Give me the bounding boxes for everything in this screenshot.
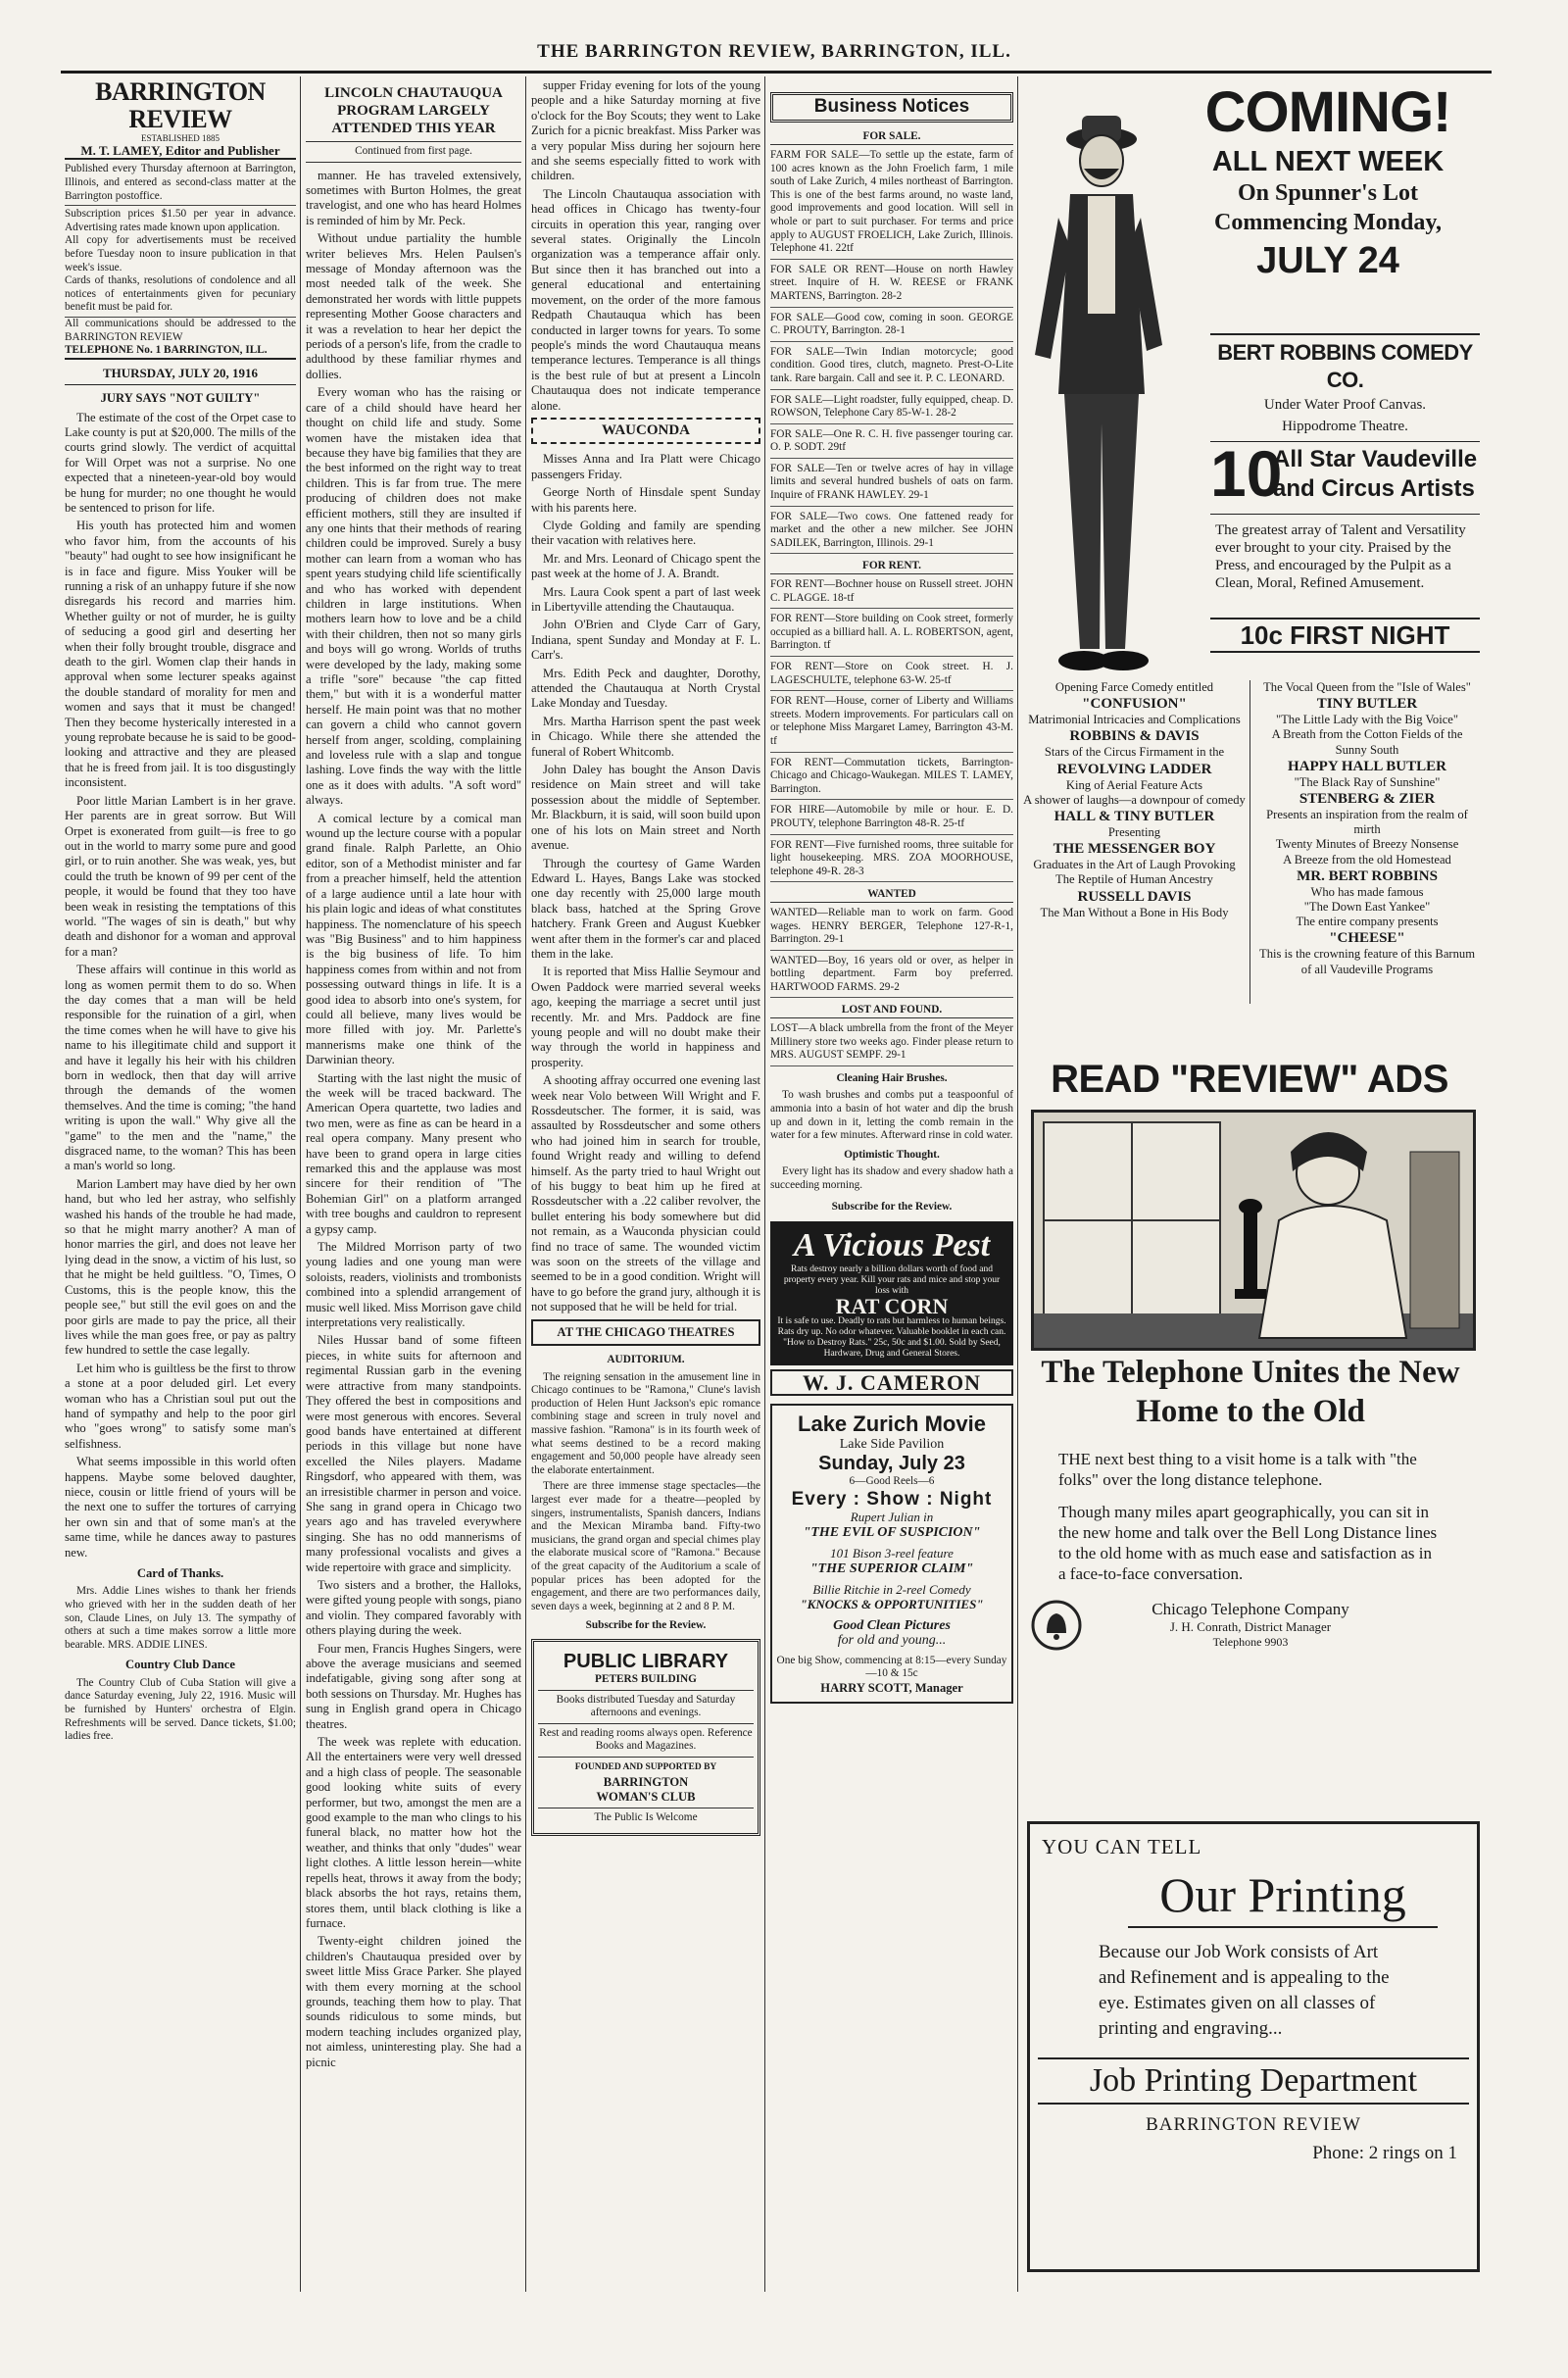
telephone-number: Telephone 9903 [1212, 1635, 1289, 1649]
news-item: A shooting affray occurred one evening last week near Volo between Will Wright and F. Rossdeutscher. The former, it is said, was assaulted by Rossdeutscher and some others who had joined him in search for trouble, found Wright ready and willing to defend himself. As the party tried to haul Wright out of his buggy to beat him up he fired at Rossdeutscher with a .22 caliber revolver, the bullet entering his body somewhere but did not remain, as a Wauconda physician could find no trace of same. The wounded victim was soon on the streets of the village and seemed to be in a good condition. Wright will have to go before the grand jury, although it is not supposed that he will be held for trial. [531, 1073, 760, 1314]
movie-date: Sunday, July 23 [818, 1453, 965, 1475]
cleaning-text: To wash brushes and combs put a teaspoonful of ammonia into a basin of hot water and dip the brush up and down in it, letting the comb remain in the water for a few minutes. Afterward rinse in cold water. [770, 1089, 1013, 1142]
column-rule [300, 76, 301, 2292]
for-rent-entry: FOR RENT—Bochner house on Russell street. JOHN C. PLAGGE. 18-tf [770, 578, 1013, 609]
editor-line: M. T. LAMEY, Editor and Publisher [65, 143, 296, 160]
act-line: THE MESSENGER BOY [1053, 841, 1216, 858]
act-line: King of Aerial Feature Acts [1065, 777, 1203, 792]
theatres-header [531, 1319, 760, 1346]
pest-text: Rats destroy nearly a billion dollars worth of food and property every year. Kill your rats and mice and stop your loss with [783, 1264, 1001, 1297]
article-paragraph: Niles Hussar band of some fifteen pieces, in white suits for afternoon and regimental Russian garb in the evening were attractive from many standpoints. They offered the best in compositions and were most generous with encores. Several good bands have entertained at different periods in this village but none have excelled the Niles players. Madame Ringsdorf, who appeared with them, was an irresistible charmer in person and voice. She sang in grand opera in Chicago two years ago and has traveled everywhere singing. She has no odd mannerisms of many professional vocalists and gives a wide repertoire with grace and simplicity. [306, 1333, 521, 1574]
for-sale-entry: FOR SALE—Two cows. One fattened ready for market and the other a new milcher. See JOHN SADILEK, Barrington, Illinois. 29-1 [770, 511, 1013, 555]
column-rule [1017, 76, 1018, 2292]
movie-place: Lake Side Pavilion [839, 1437, 945, 1452]
movie-showtime: One big Show, commencing at 8:15—every Sunday—10 & 15c [776, 1654, 1007, 1680]
column-4 [770, 78, 1013, 2304]
acts-left-column [1019, 680, 1250, 1004]
library-town: BARRINGTON [603, 1774, 689, 1789]
thanks-headline: Card of Thanks. [136, 1566, 224, 1580]
jury-paragraph: His youth has protected him and women who favor him, from the accounts of his "beauty" had ought to see how insignificant he is in face and figure. Miss Youker will be running a risk of an unhappy future if she now disregards his record and marries him. Whether guilty or not of murder, he is guilty of seducing a good girl and deserting her when their folly brought trouble, disgrace and death to the girl. Women clap their hands in approval when some lecturer speaks against the double standard of morality for men and women and says that it must be changed! Then they become hysterically interested in a young reprobate because he is said to be good-looking and attractive and they are pleased that he is freed from jail. It is too disgustingly inconsistent. [65, 519, 296, 790]
auditorium-headline: AUDITORIUM. [607, 1354, 685, 1366]
news-item: John Daley has bought the Anson Davis residence on Main street and will take possession about the middle of September. Mr. Blackburn, it is said, will soon build upon one of his lots on Main street and North avenue. [531, 763, 760, 853]
jury-paragraph: Poor little Marian Lambert is in her grave. Her parents are in great sorrow. But Will Orpet is exonerated from guilt—is free to go out in the world to marry some pure and good girl, or to ruin another. She was weak, yes, but could the truth be known of 99 per cent of the people, it would be found that they too have been weak in resisting the temptations of this world. "The wages of sin is death," but why death and dishonor for a woman and approval for a man? [65, 793, 296, 959]
news-item: Through the courtesy of Game Warden Edward L. Hayes, Bangs Lake was stocked one day recently with 25,000 large mouth black bass, hatched at the Spring Grove hatchery. Frank Green and August Kuebker went after them in the former's car and placed them in the lake. [531, 856, 760, 961]
acts-right-column [1254, 680, 1480, 1004]
paper-name: BARRINGTON REVIEW [95, 78, 266, 133]
top-rule [61, 71, 1492, 74]
business-notices-title: Business Notices [813, 96, 970, 117]
for-rent-heading: FOR RENT. [770, 560, 1013, 574]
news-item: John O'Brien and Clyde Carr of Gary, Indiana, spent Sunday and Monday at F. L. Carr's. [531, 618, 760, 663]
library-club: WOMAN'S CLUB [538, 1790, 754, 1808]
column-rule [764, 76, 765, 2292]
article-paragraph: supper Friday evening for lots of the young people and a hike Saturday morning at five o'clock for the Boy Scouts; they went to Lake Zurich for a picnic breakfast. Miss Parker was a very popular Miss during her sojourn here and she seems especially fitted to work with children. [531, 78, 760, 183]
act-line: HALL & TINY BUTLER [1054, 809, 1215, 825]
movie-young: for old and young... [837, 1633, 947, 1649]
act-line: "CONFUSION" [1082, 696, 1187, 713]
rat-corn-brand: RAT CORN [835, 1294, 949, 1319]
all-next-week: ALL NEXT WEEK [1211, 146, 1445, 177]
movie-feature-1: "THE EVIL OF SUSPICION" [803, 1524, 981, 1540]
act-line: Graduates in the Art of Laugh Provoking [1033, 858, 1236, 872]
movie-clean: Good Clean Pictures [833, 1617, 951, 1633]
comedian-figure-illustration [1025, 100, 1172, 708]
movie-bison: 101 Bison 3-reel feature [830, 1546, 954, 1561]
movie-billie: Billie Ritchie in 2-reel Comedy [812, 1582, 971, 1598]
telephone-paragraph-1: THE next best thing to a visit home is a talk with "the folks" over the long distance telephone. [1058, 1450, 1417, 1489]
first-night-price: 10c FIRST NIGHT [1210, 618, 1480, 653]
act-line: Stars of the Circus Firmament in the [1044, 745, 1225, 760]
for-sale-entry: FOR SALE OR RENT—House on north Hawley street. Inquire of H. W. REESE or FRANK MARTENS, Barrington. 28-2 [770, 264, 1013, 308]
cleaning-headline: Cleaning Hair Brushes. [836, 1071, 948, 1084]
lost-item: LOST—A black umbrella from the front of the Meyer Millinery store two weeks ago. Finder please return to MRS. AUGUST SEMPF. 29-1 [770, 1022, 1013, 1066]
for-rent-entry: FOR RENT—Store on Cook street. H. J. LAGESCHULTE, telephone 63-W. 25-tf [770, 661, 1013, 691]
pest-title: A Vicious Pest [793, 1227, 991, 1264]
telephone-manager: J. H. Conrath, District Manager [1169, 1619, 1332, 1634]
act-line: The Reptile of Human Ancestry [1055, 872, 1213, 887]
act-line: RUSSELL DAVIS [1077, 888, 1192, 905]
theatre-paragraph: The reigning sensation in the amusement line in Chicago continues to be "Ramona," Clune's lavish production of Helen Hunt Jackson's epic romance combining stage and screen in truly novel and massive fashion. "Ramona" is in its fourth week of what seems destined to be a record making engagement and 50,000 people have already seen the elaborate entertainment. [531, 1370, 760, 1476]
coming-headline: COMING! [1204, 80, 1451, 144]
act-line: Presents an inspiration from the realm of mirth [1266, 808, 1468, 837]
canvas-note: Under Water Proof Canvas. [1263, 397, 1427, 413]
news-item: It is reported that Miss Hallie Seymour and Owen Paddock were married several weeks ago, keeping the marriage a secret until just recently. Mr. and Mrs. Paddock are fine young people and will no doubt make their way through the world in happiness and prosperity. [531, 965, 760, 1069]
article-paragraph: A comical lecture by a comical man wound up the lecture course with a popular grand finale. Ralph Parlette, an Ohio editor, son of a Methodist minister and far from a preacher himself, held the attention of a large audience until a late hour with his plain logic and ideas of what constitutes happiness. The nomenclature of his speech was "Big Business" and to him happiness is the big business of life. To him happiness comes from within and not from possessing outward things in life. It is a good idea to absorb into one's system, for could all believe, many lives would be more filled with joy. Mr. Parlette's mannerisms make one think of the Darwinian theory. [306, 811, 521, 1067]
optimistic-headline: Optimistic Thought. [844, 1148, 940, 1161]
company-name: BERT ROBBINS COMEDY CO. [1217, 340, 1473, 392]
act-line: Twenty Minutes of Breezy Nonsense [1275, 837, 1459, 852]
article-paragraph: Every woman who has the raising or care of a child should have heard her thought on child life and study. Some women have the mistaken idea that because they have big families that they are the best informed on the right way to treat children. This is far from true. The mere producing of children does not make efficient mothers, still they are insulted if any one hints that their methods of rearing children could be improved. Surely a busy mother can learn from a woman who has spent years studying child life scientifically and who has worked with dependent children in large institutions. When mothers learn how to love and be a child with their children, then not so many girls and boys will go wrong. Worlds of truths were developed by the lady, making some a trifle "sore" because "the cap fitted them," but with it is a wonderful matter herself. He main point was that no mother can govern a child who cannot govern herself from anger, scolding, complaining and loveless rule with a slap and tongue lashing. Love finds the way with the little one as it does with adults. "A soft word" always. [306, 385, 521, 808]
article-paragraph: Two sisters and a brother, the Halloks, were gifted young people with songs, piano and violin. They compared favorably with others playing during the week. [306, 1577, 521, 1638]
act-line: "The Down East Yankee" [1303, 900, 1431, 915]
vaudeville-headline: All Star Vaudeville and Circus Artists [1273, 446, 1478, 502]
act-line: This is the crowning feature of this Barnum of all Vaudeville Programs [1259, 947, 1475, 976]
news-item: George North of Hinsdale spent Sunday with his parents here. [531, 485, 760, 515]
for-sale-entry: FOR SALE—Light roadster, fully equipped, cheap. D. ROWSON, Telephone Cary 85-W-1. 28-2 [770, 394, 1013, 424]
act-line: MR. BERT ROBBINS [1297, 867, 1438, 884]
masthead: THE BARRINGTON REVIEW, BARRINGTON, ILL. [537, 41, 1011, 62]
news-item: Misses Anna and Ira Platt were Chicago passengers Friday. [531, 452, 760, 481]
for-sale-entry: FOR SALE—One R. C. H. five passenger touring car. O. P. SODT. 29tf [770, 428, 1013, 459]
spunners-lot: On Spunner's Lot [1237, 180, 1419, 206]
for-rent-entry: FOR RENT—Commutation tickets, Barrington-Chicago and Chicago-Waukegan. MILES T. LAMEY, Barrington. [770, 757, 1013, 801]
act-line: Who has made famous [1310, 884, 1424, 899]
established: ESTABLISHED 1885 [140, 133, 220, 143]
library-hours: Books distributed Tuesday and Saturday afternoons and evenings. [538, 1694, 754, 1724]
column-1 [65, 78, 296, 2304]
print-department: Job Printing Department [1038, 2057, 1469, 2105]
address-note: All communications should be addressed to the BARRINGTON REVIEW [65, 317, 296, 343]
jury-paragraph: These affairs will continue in this world as long as women permit them to do so. When the day comes that a man will be held responsible for the ruination of a girl, when the time comes when he will have to give his name to his illegitimate child and support it and have it legally his heir with his children born in wedlock, then that day will arrive through the demands of the women themselves. And the time is coming; "the hand writing is upon the wall." Why give all the "game" to the men and the "name," the disgraced name, to the woman? This has been a man's world so long. [65, 963, 296, 1173]
news-item: Clyde Golding and family are spending their vacation with relatives here. [531, 518, 760, 548]
news-item: Mrs. Laura Cook spent a part of last week in Libertyville attending the Chautauqua. [531, 584, 760, 614]
telephone-line: TELEPHONE No. 1 BARRINGTON, ILL. [65, 344, 296, 360]
for-sale-entry: FOR SALE—Good cow, coming in soon. GEORGE C. PROUTY, Barrington. 28-1 [770, 312, 1013, 342]
published-note: Published every Thursday afternoon at Barrington, Illinois, and entered as second-class matter at the Barrington postoffice. [65, 163, 296, 202]
lost-heading: LOST AND FOUND. [770, 1004, 1013, 1018]
news-item: Mrs. Edith Peck and daughter, Dorothy, attended the Chautauqua at North Crystal Lake Monday and Tuesday. [531, 666, 760, 711]
bell-logo-icon [1031, 1600, 1082, 1651]
article-paragraph: Starting with the last night the music of the week will be traced backward. The American Opera quartette, two ladies and two men, were as fine as can be heard in a real opera company. Many present who have been to grand opera in large cities remarked this and the applause was most sincere for their rendition of "The Bohemian Girl" on a platform arranged with tree boughs and cauldron to represent a gypsy camp. [306, 1070, 521, 1236]
column-3 [531, 78, 760, 2304]
telephone-illustration [1031, 1110, 1476, 1351]
news-item: Mrs. Martha Harrison spent the past week in Chicago. While there she attended the funeral of Robert Whitcomb. [531, 714, 760, 759]
library-building: PETERS BUILDING [538, 1673, 754, 1691]
article-paragraph: Twenty-eight children joined the children's Chautauqua presided over by sweet little Miss Grace Parker. She played with them every morning at the school grounds, teaching them how to play. That sounds ridiculous to some minds, but modern teaching includes organized play, not aimless, uninteresting play. She had a picnic [306, 1934, 521, 2069]
act-line: "The Black Ray of Sunshine" [1294, 774, 1441, 789]
chautauqua-headline: LINCOLN CHAUTAUQUA PROGRAM LARGELY ATTENDED THIS YEAR [324, 85, 503, 136]
for-rent-list [770, 578, 1013, 882]
article-paragraph: manner. He has traveled extensively, sometimes with Burton Holmes, the great travelogist, and one who has heard Holmes is reminded of him by Mr. Peck. [306, 168, 521, 227]
movie-reels: 6—Good Reels—6 [849, 1475, 935, 1488]
jury-paragraph: The estimate of the cost of the Orpet case to Lake county is put at $20,000. The mills of the courts grind slowly. The verdict of acquittal for Will Orpet was not a surprise. No one expected that a nineteen-year-old boy would be hung for murder; no one thought he would be sentenced to prison for life. [65, 410, 296, 515]
act-line: STENBERG & ZIER [1298, 791, 1436, 808]
wauconda-header [531, 418, 760, 444]
jury-paragraph: Marion Lambert may have died by her own hand, but who led her astray, who selfishly washed his hands of the trouble he had made, so that he might marry another? A man of honor marries the girl, and does not leave her lying dead in the snow, a victim of his lust, so that he might be held guiltless. "O, Times, O Customs, this is the people know, this the people see," but still the evil goes on and the poor girls are made to pay the price, all their lives while the man goes free, or pay as paltry few hundred to settle the case legally. [65, 1176, 296, 1358]
business-notices-header [770, 92, 1013, 123]
act-line: The Man Without a Bone in His Body [1040, 905, 1229, 919]
commencing: Commencing Monday, [1213, 210, 1442, 235]
jury-paragraph: Let him who is guiltless be the first to throw a stone at a poor deluded girl. Let every woman who has a Christian soul put out the hand of sympathy and help to the poor girl who "goes wrong" to satisfy some man's selfishness. [65, 1361, 296, 1451]
act-line: HAPPY HALL BUTLER [1288, 758, 1446, 774]
thanks-text: Mrs. Addie Lines wishes to thank her friends who grieved with her in the sudden death of her son, Claude Lines, on July 13. The sympathy of others at such a time makes sorrow a little more bearable. MRS. ADDIE LINES. [65, 1585, 296, 1651]
wanted-list [770, 907, 1013, 999]
movie-feature-3: "KNOCKS & OPPORTUNITIES" [800, 1597, 984, 1612]
for-rent-entry: FOR RENT—Store building on Cook street, formerly occupied as a billiard hall. A. L. ROBERTSON, agent, Barrington. tf [770, 613, 1013, 657]
for-sale-list [770, 149, 1013, 554]
for-sale-entry: FOR SALE—Twin Indian motorcycle; good condition. Good tires, clutch, magneto. Prest-O-Lite tank. Rare bargain. Call and see it. P. C. LEONARD. [770, 346, 1013, 390]
cameron-ad: W. J. CAMERON [770, 1369, 1013, 1396]
movie-star: Rupert Julian in [850, 1510, 934, 1525]
library-welcome: The Public Is Welcome [594, 1811, 698, 1824]
read-review-ads: READ "REVIEW" ADS [1051, 1058, 1448, 1101]
article-paragraph: The Lincoln Chautauqua association with head offices in Chicago has twenty-four circuits in operation this year, ranging over several states. Originally the Lincoln organization was a temperance affair only. But since then it has branched out into a general educational and entertaining movement, on the order of the more famous Redpath Chautauqua which has been conducted in larger towns for years. To some people's minds the word Chautauqua means temperance lectures. Temperance is all things is the best rule of but at present a Lincoln Chautauqua does not indicate temperance alone. [531, 186, 760, 413]
subscribe-note: Subscribe for the Review. [585, 1619, 707, 1632]
act-line: The Vocal Queen from the "Isle of Wales" [1263, 680, 1471, 694]
act-line: A shower of laughs—a downpour of comedy [1023, 792, 1246, 807]
library-ad [531, 1639, 760, 1836]
jury-headline: JURY SAYS "NOT GUILTY" [100, 391, 261, 406]
print-tell: YOU CAN TELL [1042, 1835, 1202, 1858]
telephone-headline: The Telephone Unites the New Home to the Old [1041, 1355, 1460, 1429]
theatres-title: AT THE CHICAGO THEATRES [557, 1324, 735, 1339]
column-2 [306, 78, 521, 2304]
cards-notice: Cards of thanks, resolutions of condolence and all notices of entertainments given for pecuniary benefit must be paid for. [65, 274, 296, 314]
print-paper: BARRINGTON REVIEW [1146, 2114, 1361, 2135]
opening-date: JULY 24 [1256, 240, 1399, 281]
for-rent-entry: FOR RENT—Five furnished rooms, three suitable for light housekeeping. MRS. ZOA MOORHOUSE, telephone 49-R. 28-3 [770, 839, 1013, 883]
pest-text-2: It is safe to use. Deadly to rats but harmless to human beings. Rats dry up. No odor whatever. Valuable booklet in each can. "How to Destroy Rats." 25c, 50c and $1.00. Sold by Seed, Hardware, Drug and General Stores. [777, 1315, 1006, 1359]
act-line: Matrimonial Intricacies and Complications [1028, 713, 1241, 727]
movie-ad [770, 1404, 1013, 1704]
club-headline: Country Club Dance [125, 1658, 235, 1672]
column-rule [525, 76, 526, 2292]
print-phone: Phone: 2 rings on 1 [1312, 2143, 1457, 2163]
article-paragraph: The week was replete with education. All the entertainers were very well dressed and a high class of people. The seasonable good looking white suits of every performer, but two, amongst the men are a good example to the man who clings to his funeral black, no matter how hot the weather, and thinks that only "dudes" wear light clothes. A little lesson herein—white repells heat, throws it away from the body; black absorbs the hot rays, retains them, stores them, until black clothing is like a furnace. [306, 1735, 521, 1930]
movie-title: Lake Zurich Movie [798, 1412, 986, 1436]
act-line: A Breeze from the old Homestead [1283, 852, 1451, 867]
ten-count: 10 [1210, 437, 1283, 510]
act-line: The entire company presents [1296, 915, 1439, 929]
optimistic-text: Every light has its shadow and every shadow hath a succeeding morning. [770, 1165, 1013, 1191]
wanted-entry: WANTED—Reliable man to work on farm. Good wages. HENRY BERGER, Telephone 127-R-1, Barrington. 29-1 [770, 907, 1013, 951]
article-paragraph: Four men, Francis Hughes Singers, were above the average musicians and seemed indefatigable, giving song after song at both sessions on Thursday. Mr. Hughes has sung in English grand opera in Chicago theatres. [306, 1641, 521, 1731]
telephone-paragraph-2: Though many miles apart geographically, you can sit in the new home and talk over the Bell Long Distance lines to the old home with as much ease and satisfaction as in a face-to-face conversation. [1058, 1503, 1438, 1583]
article-paragraph: Without undue partiality the humble writer believes Mrs. Helen Paulsen's message of Monday afternoon was the most needed talk of the week. She demonstrated her words with little puppets representing Mother Goose characters and it was a revelation to hear her depict the periods of a person's life, from the cradle to adulthood by these familiar rhymes and dollies. [306, 231, 521, 381]
woman-on-telephone-illustration [1034, 1113, 1473, 1348]
act-line: TINY BUTLER [1316, 696, 1418, 713]
article-paragraph: The Mildred Morrison party of two young ladies and one young man were soloists, readers, violinists and trombonists combined into a splendid arrangement of music well liked. Miss Morrison gave child interpretations very realistically. [306, 1240, 521, 1330]
act-line: "The Little Lady with the Big Voice" [1275, 713, 1459, 727]
print-body: Because our Job Work consists of Art and Refinement and is appealing to the eye. Estimates given on all classes of printing and engraving... [1099, 1942, 1390, 2039]
library-rooms: Rest and reading rooms always open. Reference Books and Magazines. [538, 1727, 754, 1758]
act-line: Presenting [1107, 825, 1161, 840]
printing-ad [1027, 1821, 1480, 2272]
for-sale-entry: FARM FOR SALE—To settle up the estate, farm of 100 acres known as the John Froelich farm, 1 mile south of Lake Zurich, 4 miles northeast of Barrington. This is one of the best farms around, no waste land, good improvements and good location. Will sell in whole or part to suit purchaser. For terms and price apply to AUGUST FROELICH, Lake Zurich, Illinois. Telephone 41. 22tf [770, 149, 1013, 260]
movie-manager: HARRY SCOTT, Manager [820, 1680, 963, 1695]
subscription-note: Subscription prices $1.50 per year in advance. Advertising rates made known upon application. [65, 205, 296, 234]
print-our-printing: Our Printing [1128, 1863, 1438, 1928]
telephone-ad [1025, 1353, 1476, 1676]
telephone-company: Chicago Telephone Company [1152, 1600, 1349, 1618]
continued-note: Continued from first page. [306, 141, 521, 163]
act-line: "CHEESE" [1329, 930, 1405, 947]
act-line: A Breath from the Cotton Fields of the Sunny South [1271, 727, 1463, 757]
act-line: ROBBINS & DAVIS [1069, 728, 1200, 745]
for-sale-entry: FOR SALE—Ten or twelve acres of hay in village limits and several hundred bushels of oats on farm. Inquire of FRANK HAWLEY. 29-1 [770, 463, 1013, 507]
theatre-paragraph: There are three immense stage spectacles—the largest ever made for a theatre—peopled by singers, instrumentalists, Spanish dancers, Indians and the Mexican Miramba band. Fifty-two musicians, the grand organ and special chimes play the elaborate musical score of "Ramona." Because of the great capacity of the Auditorium a scale of popular prices has been adopted for the engagement, and there are two performances daily, seven days a week, beginning at 2 and 8 P. M. [531, 1480, 760, 1612]
greatest-blurb: The greatest array of Talent and Versatility ever brought to your city. Praised by the Press, and encouraged by the Pulpit as a Clean, Moral, Refined Amusement. [1215, 522, 1466, 591]
hippodrome-note: Hippodrome Theatre. [1282, 419, 1408, 434]
library-title: PUBLIC LIBRARY [563, 1650, 729, 1672]
act-line: REVOLVING LADDER [1056, 761, 1212, 777]
for-rent-entry: FOR RENT—House, corner of Liberty and Williams streets. Modern improvements. For particulars call on or telephone Miss Margaret Lamey, Barrington 43-M. tf [770, 695, 1013, 752]
for-rent-entry: FOR HIRE—Automobile by mile or hour. E. D. PROUTY, telephone Barrington 48-R. 25-tf [770, 804, 1013, 834]
rat-corn-ad [770, 1221, 1013, 1364]
issue-date: THURSDAY, JULY 20, 1916 [65, 366, 296, 385]
library-founded: FOUNDED AND SUPPORTED BY [574, 1761, 717, 1772]
club-text: The Country Club of Cuba Station will give a dance Saturday evening, July 22, 1916. Music will be furnished by Hunters' orchestra of Elgin. Refreshments will be served. Dance tickets, $1.00; ladies free. [65, 1676, 296, 1743]
copy-notice: All copy for advertisements must be received before Tuesday noon to insure publication in that week's issue. [65, 234, 296, 273]
for-sale-heading: FOR SALE. [770, 130, 1013, 145]
subscribe-note: Subscribe for the Review. [831, 1200, 953, 1213]
act-line: Opening Farce Comedy entitled [1054, 680, 1214, 694]
wanted-entry: WANTED—Boy, 16 years old or over, as helper in bottling department. Farm boy preferred. HARTWOOD FARMS. 29-2 [770, 955, 1013, 999]
movie-feature-2: "THE SUPERIOR CLAIM" [809, 1561, 974, 1576]
wauconda-title: WAUCONDA [602, 421, 690, 438]
jury-paragraph: What seems impossible in this world often happens. Maybe some beloved daughter, niece, cousin or little friend of yours will be the next one to suffer the tortures of carrying her own sin and that of some man's at the same time, while he dances away to pastures new. [65, 1455, 296, 1560]
wanted-heading: WANTED [770, 888, 1013, 903]
movie-every-night: Every : Show : Night [791, 1489, 993, 1510]
news-item: Mr. and Mrs. Leonard of Chicago spent the past week at the home of J. A. Brandt. [531, 551, 760, 581]
